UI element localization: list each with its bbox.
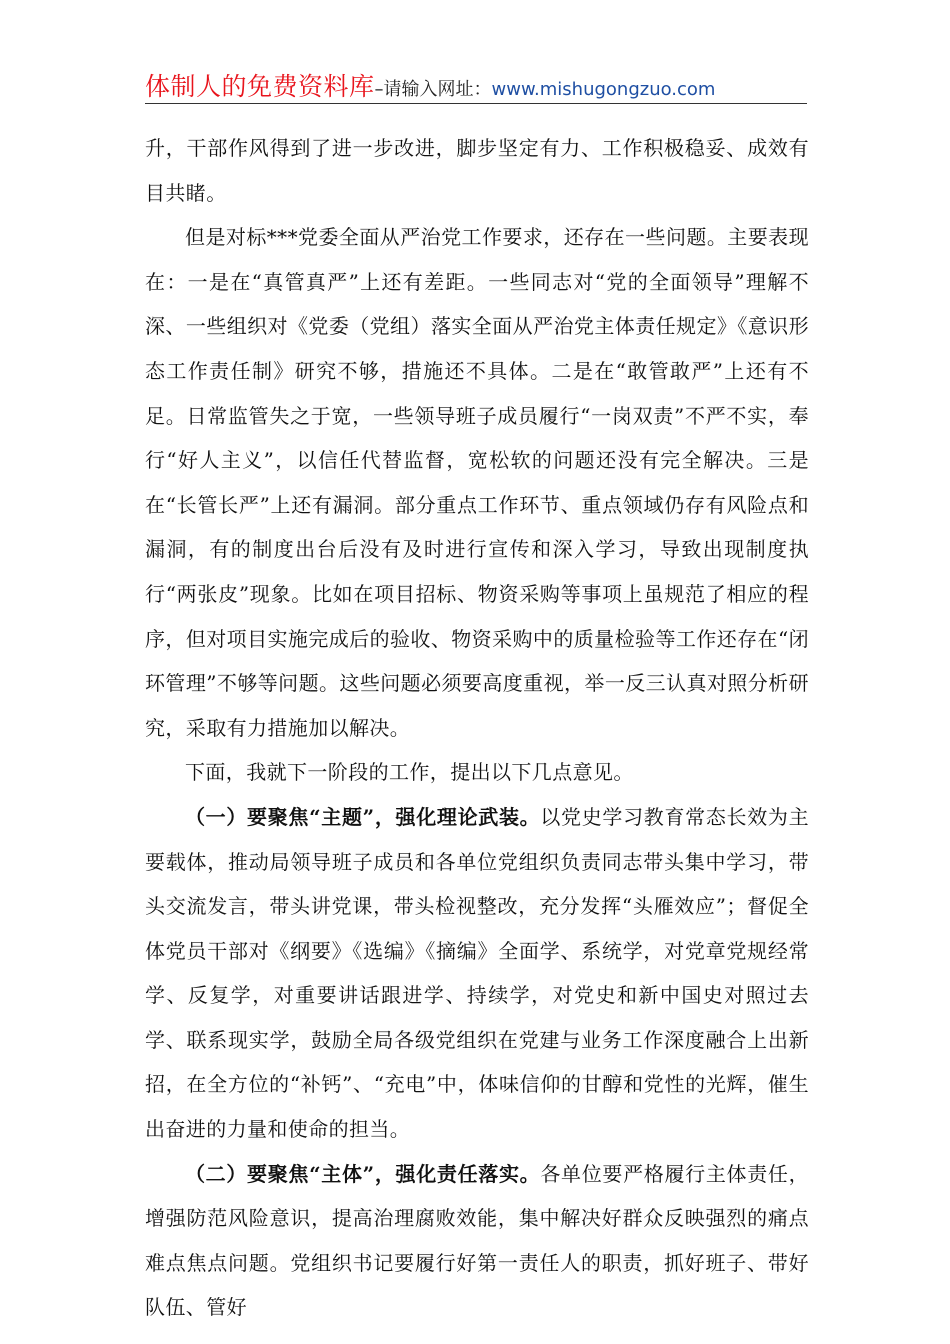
paragraph-text: 但是对标***党委全面从严治党工作要求，还存在一些问题。主要表现在：一是在“真管真严”上还有差距。一些同志对“党的全面领导”理解不深、一些组织对《党委（党组）落实全面从严治党主体责任规定》《意识形态工作责任制》研究不够，措施还不具体。二是在“敢管敢严”上还有不足。日常监管失之于宽，一些领导班子成员履行“一岗双责”不严不实，奉行“好人主义”，以信任代替监督，宽松软的问题还没有完全解决。三是在“长管长严”上还有漏洞。部分重点工作环节、重点领域仍存有风险点和漏洞，有的制度出台后没有及时进行宣传和深入学习，导致出现制度执行“两张皮”现象。比如在项目招标、物资采购等事项上虽规范了相应的程序，但对项目实施完成后的验收、物资采购中的质量检验等工作还存在“闭环管理”不够等问题。这些问题必须要高度重视，举一反三认真对照分析研究，采取有力措施加以解决。: [145, 225, 809, 740]
paragraph-problems: [145, 215, 809, 750]
paragraph-text: 下面，我就下一阶段的工作，提出以下几点意见。: [185, 760, 634, 785]
brand-title: 体制人的免费资料库: [145, 72, 375, 101]
section-heading: （一）要聚焦“主题”，强化理论武装。: [185, 804, 541, 829]
paragraph-text: 各单位要严格履行主体责任，增强防范风险意识，提高治理腐败效能，集中解决好群众反映强烈的痛点难点焦点问题。党组织书记要履行好第一责任人的职责，抓好班子、带好队伍、管好: [145, 1161, 809, 1320]
paragraph-intro: [145, 750, 809, 795]
paragraph-section-2: [145, 1152, 809, 1330]
paragraph-text: 以党史学习教育常态长效为主要载体，推动局领导班子成员和各单位党组织负责同志带头集中学习，带头交流发言，带头讲党课，带头检视整改，充分发挥“头雁效应”；督促全体党员干部对《纲要》《选编》《摘编》全面学、系统学，对党章党规经常学、反复学，对重要讲话跟进学、持续学，对党史和新中国史对照过去学、联系现实学，鼓励全局各级党组织在党建与业务工作深度融合上出新招，在全方位的“补钙”、“充电”中，体味信仰的甘醇和党性的光辉，催生出奋进的力量和使命的担当。: [145, 804, 809, 1142]
page-header: [145, 70, 807, 104]
paragraph-text: 升，干部作风得到了进一步改进，脚步坚定有力、工作积极稳妥、成效有目共睹。: [145, 136, 809, 205]
site-url-link[interactable]: www.mishugongzuo.com: [491, 79, 716, 100]
url-prompt: –请输入网址：: [374, 79, 492, 100]
paragraph-continuation: [145, 126, 809, 215]
paragraph-section-1: [145, 795, 809, 1152]
document-body: [145, 126, 809, 1330]
section-heading: （二）要聚焦“主体”，强化责任落实。: [185, 1161, 541, 1186]
